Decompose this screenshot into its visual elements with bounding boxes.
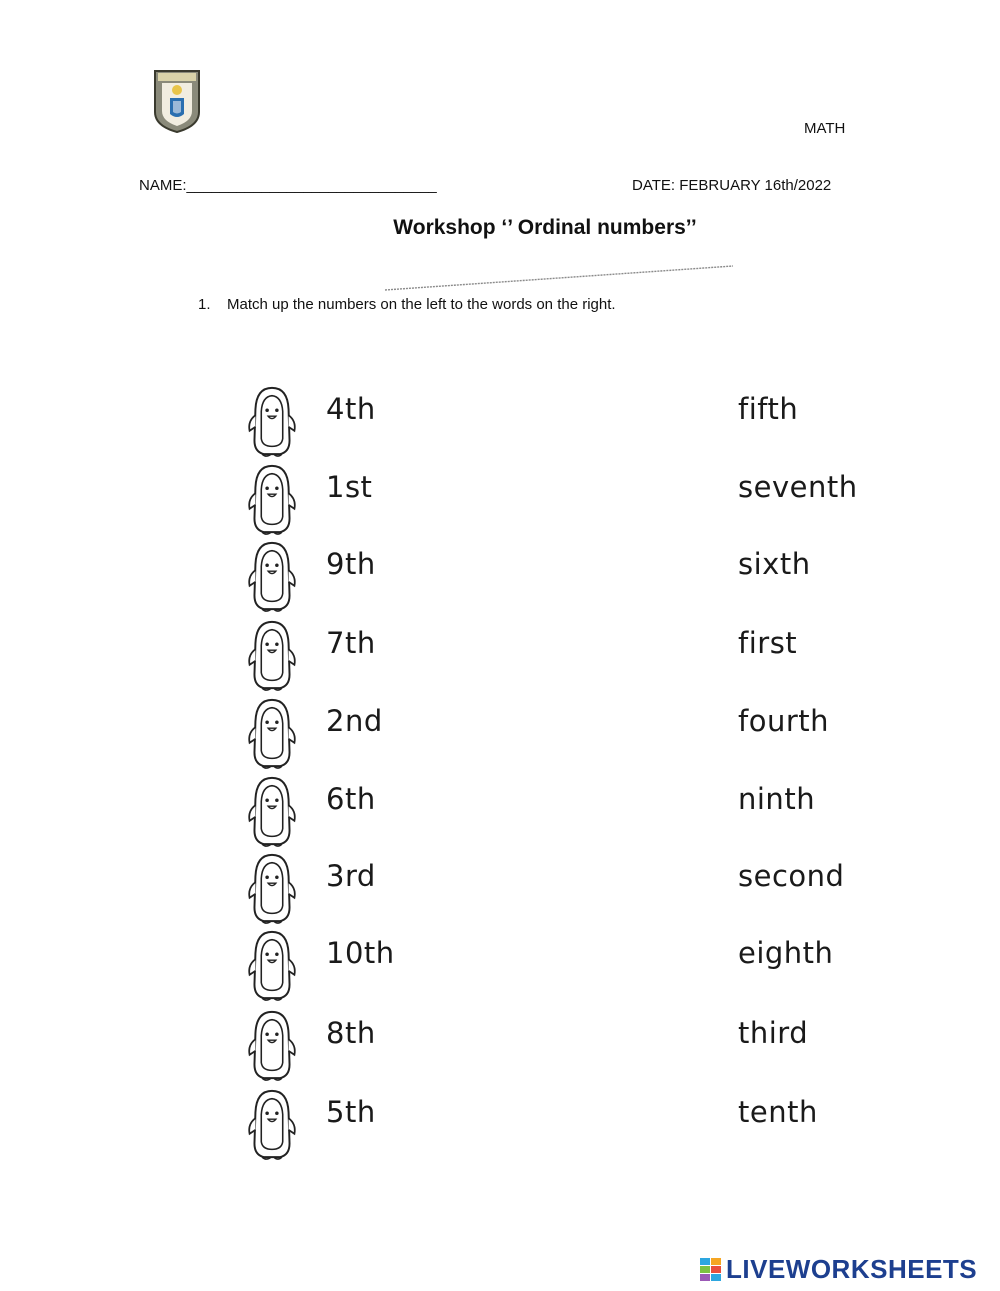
subject-label: MATH <box>804 120 846 137</box>
penguin-icon <box>244 1087 300 1163</box>
ordinal-word[interactable]: tenth <box>738 1095 818 1129</box>
school-crest-logo <box>152 68 202 134</box>
date-label: DATE: FEBRUARY 16th/2022 <box>632 177 832 194</box>
student-name-field[interactable]: NAME:______________________________ <box>139 177 437 194</box>
worksheet-title: Workshop ‘’ Ordinal numbers’’ <box>393 216 697 239</box>
match-row <box>240 384 880 454</box>
match-row <box>240 1008 880 1078</box>
ordinal-word[interactable]: first <box>738 626 798 660</box>
penguin-icon <box>244 1008 300 1084</box>
ordinal-word[interactable]: sixth <box>738 547 811 581</box>
penguin-icon <box>244 618 300 694</box>
ordinal-word[interactable]: fourth <box>738 704 830 738</box>
instruction <box>198 296 616 313</box>
ordinal-number[interactable]: 9th <box>326 547 376 581</box>
ordinal-word[interactable]: fifth <box>738 392 799 426</box>
match-row <box>240 774 880 844</box>
match-row <box>240 462 880 532</box>
ordinal-number[interactable]: 1st <box>326 470 373 504</box>
match-line <box>385 266 733 290</box>
ordinal-word[interactable]: second <box>738 859 845 893</box>
penguin-icon <box>244 851 300 927</box>
ordinal-number[interactable]: 4th <box>326 392 376 426</box>
penguin-icon <box>244 774 300 850</box>
ordinal-number[interactable]: 5th <box>326 1095 376 1129</box>
match-row <box>240 928 880 998</box>
ordinal-number[interactable]: 2nd <box>326 704 383 738</box>
match-row <box>240 1087 880 1157</box>
penguin-icon <box>244 539 300 615</box>
ordinal-word[interactable]: third <box>738 1016 809 1050</box>
brand-name: LIVEWORKSHEETS <box>726 1254 978 1284</box>
penguin-icon <box>244 696 300 772</box>
ordinal-number[interactable]: 10th <box>326 936 395 970</box>
instruction-number: 1. <box>198 296 211 313</box>
ordinal-number[interactable]: 8th <box>326 1016 376 1050</box>
match-row <box>240 539 880 609</box>
ordinal-word[interactable]: seventh <box>738 470 858 504</box>
ordinal-word[interactable]: ninth <box>738 782 816 816</box>
ordinal-word[interactable]: eighth <box>738 936 834 970</box>
match-row <box>240 851 880 921</box>
instruction-text: Match up the numbers on the left to the words on the right. <box>227 296 616 313</box>
ordinal-number[interactable]: 6th <box>326 782 376 816</box>
ordinal-number[interactable]: 7th <box>326 626 376 660</box>
penguin-icon <box>244 928 300 1004</box>
liveworksheets-logo-icon <box>700 1258 722 1282</box>
penguin-icon <box>244 384 300 460</box>
match-row <box>240 618 880 688</box>
match-row <box>240 696 880 766</box>
ordinal-number[interactable]: 3rd <box>326 859 376 893</box>
penguin-icon <box>244 462 300 538</box>
